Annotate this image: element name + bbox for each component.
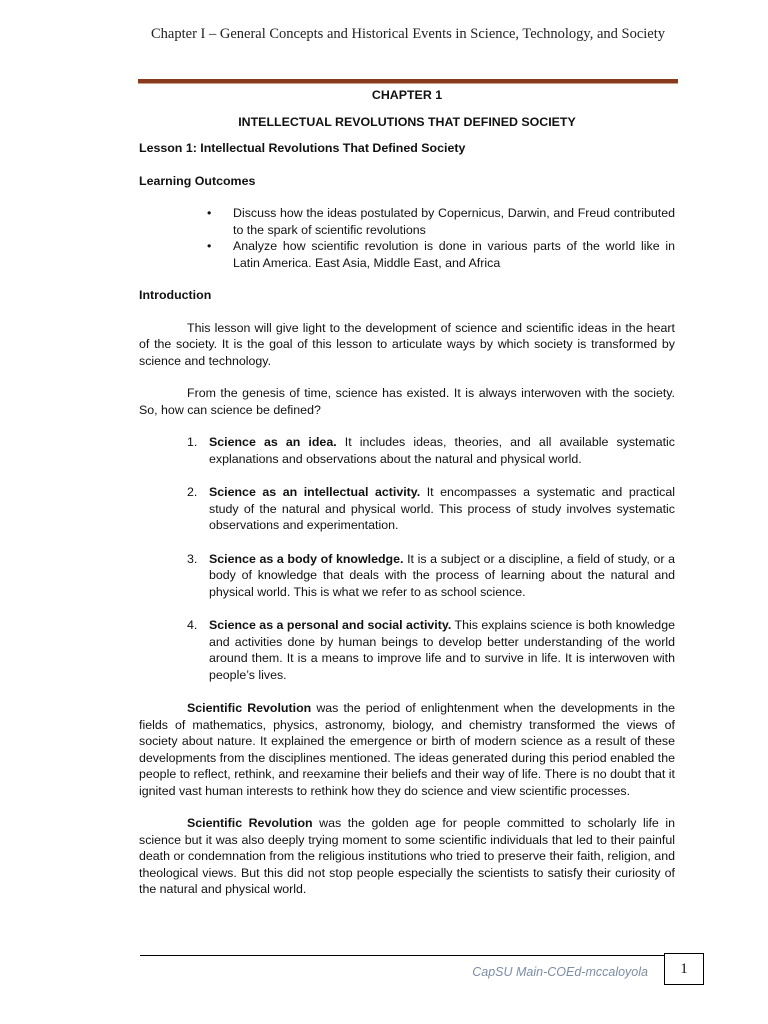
list-number: 3. <box>187 551 198 566</box>
scientific-revolution-paragraph <box>139 700 675 799</box>
scientific-revolution-paragraph <box>139 815 675 898</box>
intro-paragraph: This lesson will give light to the development of science and scientific ideas in the heart of the society. It is the goal of this lesson to articulate ways by which society is transformed by science and technology. <box>139 320 675 368</box>
footer-credit: CapSU Main-COEd-mccaloyola <box>472 965 648 979</box>
definition-text: It includes ideas, theories, and all available systematic explanations and observations about the natural and physical world. <box>209 435 675 466</box>
list-item <box>139 238 675 271</box>
page-number: 1 <box>664 953 704 985</box>
list-number: 2. <box>187 485 198 499</box>
intro-paragraph: From the genesis of time, science has existed. It is always interwoven with the society. So, how can science be defined? <box>139 386 675 417</box>
lesson-title: Lesson 1: Intellectual Revolutions That Defined Society <box>139 141 466 155</box>
footer-rule <box>140 955 664 956</box>
learning-outcomes-heading: Learning Outcomes <box>139 173 256 188</box>
outcome-text: Discuss how the ideas postulated by Copernicus, Darwin, and Freud contributed to the spark of scientific revolutions <box>233 206 675 237</box>
list-item <box>139 205 675 238</box>
list-number: 4. <box>187 618 198 632</box>
paragraph-text: was the period of enlightenment when the developments in the fields of mathematics, physics, astronomy, biology, and chemistry transformed the views of society about nature. It explained the emergence or birth of modern science as a result of these developments from the disciplines mentioned. The ideas generated during this period enabled the people to reflect, rethink, and reexamine their beliefs and their way of life. There is no doubt that it ignited vast human interests to rethink how they do science and view scientific processes. <box>139 701 675 798</box>
definition-text: It is a subject or a discipline, a field of study, or a body of knowledge that deals with the process of learning about the natural and physical world. This is what we refer to as school science. <box>209 551 675 599</box>
scientific-revolution-term: Scientific Revolution <box>187 701 312 715</box>
introduction-heading: Introduction <box>139 288 212 302</box>
definition-term: Science as an idea. <box>209 435 337 449</box>
definition-text: It encompasses a systematic and practical study of the natural and physical world. This process of study involves systematic observations and experimentation. <box>209 485 675 532</box>
science-definitions-list <box>139 434 675 683</box>
learning-outcomes-list <box>139 205 675 271</box>
bullet-icon: • <box>207 206 212 220</box>
list-item <box>139 484 675 534</box>
running-header: Chapter I – General Concepts and Historical Events in Science, Technology, and Society <box>151 26 665 42</box>
bullet-icon: • <box>207 239 212 253</box>
list-item <box>139 434 675 467</box>
definition-term: Science as an intellectual activity. <box>209 485 421 499</box>
definition-text: This explains science is both knowledge and activities done by human beings to develop better understanding of the world around them. It is a means to improve life and to survive in life. It is interwoven with people’s lives. <box>209 618 675 682</box>
list-item <box>139 617 675 683</box>
list-number: 1. <box>187 435 198 449</box>
header-rule <box>138 79 678 84</box>
chapter-title: INTELLECTUAL REVOLUTIONS THAT DEFINED SOCIETY <box>238 114 576 129</box>
outcome-text: Analyze how scientific revolution is done in various parts of the world like in Latin America. East Asia, Middle East, and Africa <box>233 239 675 270</box>
list-item <box>139 551 675 601</box>
paragraph-text: was the golden age for people committed to scholarly life in science but it was also deeply trying moment to some scientific individuals that led to their painful death or condemnation from the religious institutions who tried to preserve their faith, religion, and theological views. But this did not stop people especially the scientists to satisfy their curiosity of the natural and physical world. <box>139 816 675 896</box>
scientific-revolution-term: Scientific Revolution <box>187 816 313 830</box>
definition-term: Science as a personal and social activity. <box>209 618 452 632</box>
chapter-label: CHAPTER 1 <box>371 88 443 102</box>
definition-term: Science as a body of knowledge. <box>209 551 404 566</box>
page-content <box>139 87 675 898</box>
